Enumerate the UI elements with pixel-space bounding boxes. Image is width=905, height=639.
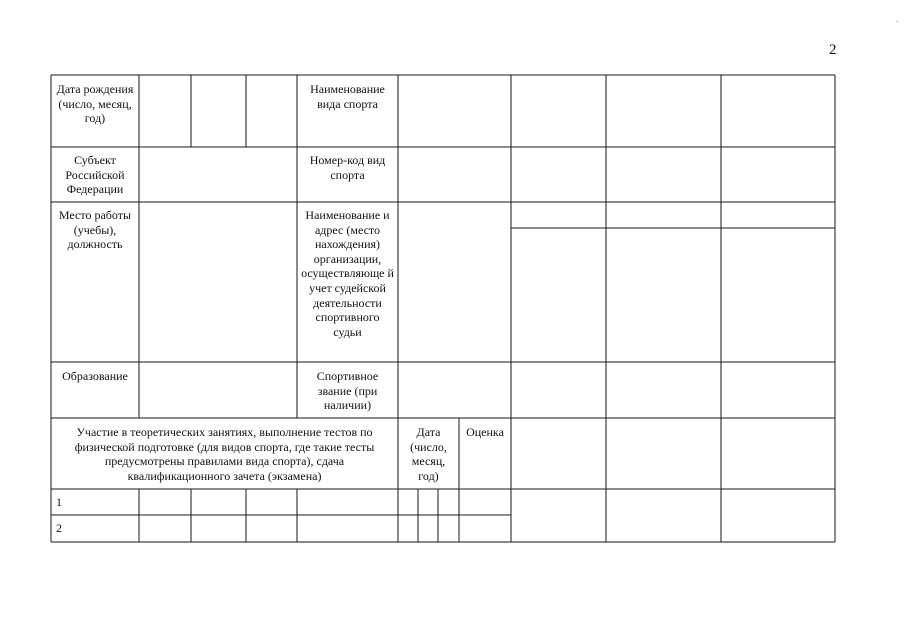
corner-mark: - bbox=[896, 16, 899, 26]
education-label: Образование bbox=[62, 369, 128, 383]
organization-label: Наименование и адрес (место нахождения) организации, осуществляюще й учет судейской деятельности спортивного судьи bbox=[301, 208, 394, 339]
workplace-label: Место работы (учебы), должность bbox=[58, 208, 132, 252]
row-number-2: 2 bbox=[56, 521, 62, 535]
birth-date-label: Дата рождения (число, месяц, год) bbox=[56, 82, 134, 126]
page-number: 2 bbox=[829, 42, 837, 58]
row-number-1: 1 bbox=[56, 495, 62, 509]
date-label: Дата (число, месяц, год) bbox=[410, 425, 447, 483]
participation-label: Участие в теоретических занятиях, выполнение тестов по физической подготовке (для видов спорта, где такие тесты предусмотрены правилами вида спорта), сдача квалификационного зачета (экзамена) bbox=[74, 425, 375, 483]
grade-label: Оценка bbox=[466, 425, 504, 439]
sport-title-label: Спортивное звание (при наличии) bbox=[316, 369, 379, 413]
sport-code-label: Номер-код вид спорта bbox=[309, 153, 386, 182]
region-label: Субъект Российской Федерации bbox=[65, 153, 125, 197]
sport-name-label: Наименование вида спорта bbox=[310, 82, 385, 111]
